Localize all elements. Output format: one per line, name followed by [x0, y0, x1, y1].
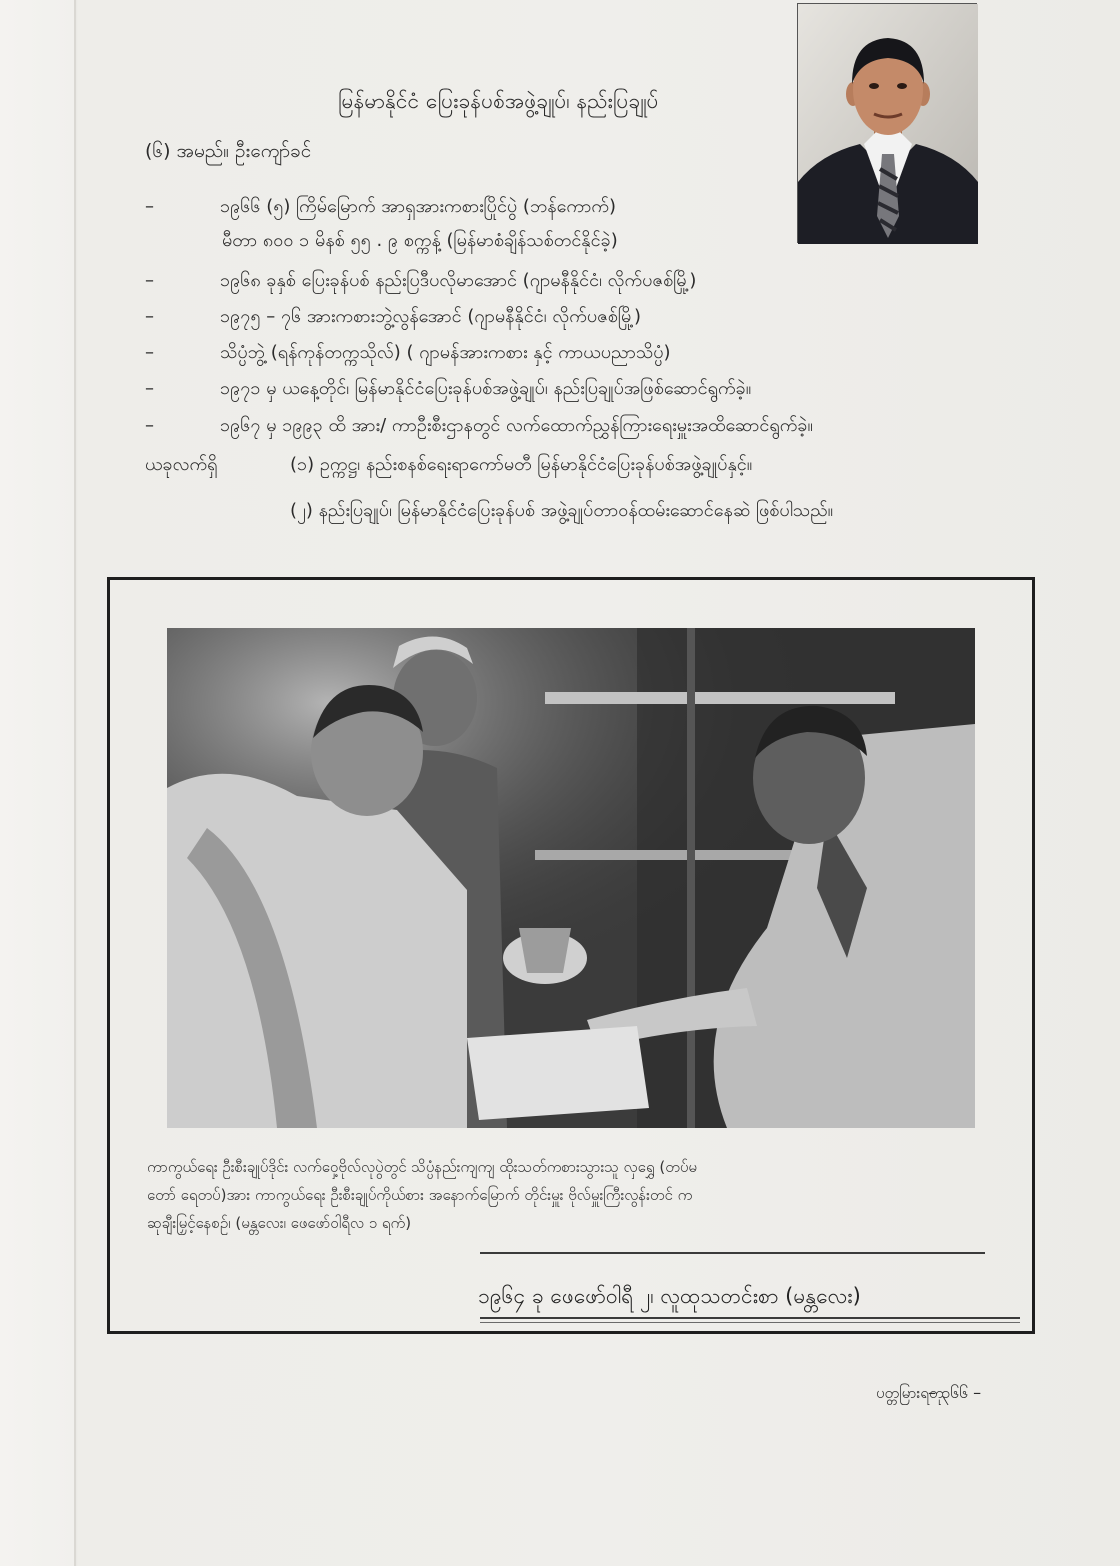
footer-page-number: – ၃၆၆ – — [928, 1383, 982, 1402]
current-label: ယခုလက်ရှိ — [145, 454, 218, 475]
portrait-eye-left — [869, 83, 879, 89]
current-item: (၁) ဥက္ကဋ္ဌ၊ နည်းစနစ်ရေးရာကော်မတီ မြန်မာနိုင်ငံပြေးခုန်ပစ်အဖွဲ့ချုပ်နှင့်။ — [290, 454, 753, 475]
clipping-source: ၁၉၆၄ ခု ဖေဖော်ဝါရီ ၂၊ လူထုသတင်းစာ (မန္တလေး) — [478, 1284, 861, 1308]
page-title: မြန်မာနိုင်ငံ ပြေးခုန်ပစ်အဖွဲ့ချုပ်၊ နည်းပြချုပ် — [338, 89, 659, 113]
list-marker: – — [145, 342, 154, 363]
list-marker: – — [145, 306, 154, 327]
trophy — [519, 928, 571, 973]
current-item: (၂) နည်းပြချုပ်၊ မြန်မာနိုင်ငံပြေးခုန်ပစ် အဖွဲ့ချုပ်တာဝန်ထမ်းဆောင်နေဆဲ ဖြစ်ပါသည်။ — [290, 500, 834, 521]
clipping-caption-line: တော် ရေတပ်)အား ကာကွယ်ရေး ဦးစီးချုပ်ကိုယ်စား အနောက်မြောက် တိုင်းမှူး ဗိုလ်မှူးကြီးလွန်းတင် က — [147, 1186, 693, 1204]
portrait-image — [798, 4, 978, 244]
achievement-line: ၁၉၆၆ (၅) ကြိမ်မြောက် အာရှအားကစားပြိုင်ပွဲ (ဘန်ကောက်) — [220, 196, 617, 217]
list-marker: – — [145, 415, 154, 436]
clipping-caption-line: ဆုချီးမြှင့်နေစဉ်၊ (မန္တလေး၊ ဖေဖော်ဝါရီလ ၁ ရက်) — [147, 1214, 412, 1232]
newspaper-photo — [167, 628, 975, 1128]
list-marker: – — [145, 270, 154, 291]
achievement-line: မီတာ ၈၀၀ ၁ မိနစ် ၅၅ . ၉ စက္ကန့် (မြန်မာစံချိန်သစ်တင်နိုင်ခဲ့) — [222, 230, 618, 251]
achievement-line: ၁၉၆၇ မှ ၁၉၉၃ ထိ အား/ ကာဦးစီးဌာနတွင် လက်ထောက်ညွှန်ကြားရေးမှူးအထိဆောင်ရွက်ခဲ့။ — [220, 415, 813, 436]
source-underline — [480, 1317, 1020, 1319]
achievement-line: ၁၉၆၈ ခုနှစ် ပြေးခုန်ပစ် နည်းပြဒီပလိုမာအောင် (ဂျာမနီနိုင်ငံ၊ လိုက်ပဇစ်မြို့) — [220, 270, 697, 291]
footer-book-title: ပတ္တမြားရတု — [876, 1384, 944, 1402]
ring-rope-upper — [545, 692, 895, 704]
achievement-line: သိပ္ပံဘွဲ့ (ရန်ကုန်တက္ကသိုလ်) ( ဂျာမန်အားကစား နှင့် ကာယပညာသိပ္ပံ) — [220, 342, 671, 363]
clipping-caption-line: ကာကွယ်ရေး ဦးစီးချုပ်ဒိုင်း လက်ဝှေ့ဗိုလ်လုပွဲတွင် သိပ္ပံနည်းကျကျ ထိုးသတ်ကစားသွားသူ လှရွှေ (တပ်မ — [147, 1158, 697, 1176]
achievement-line: ၁၉၇၅ – ၇၆ အားကစားဘွဲ့လွန်အောင် (ဂျာမနီနိုင်ငံ၊ လိုက်ပဇစ်မြို့) — [220, 306, 642, 327]
award-paper — [467, 1026, 649, 1120]
list-marker: – — [145, 196, 154, 217]
ring-post — [687, 628, 695, 1128]
list-marker: – — [145, 378, 154, 399]
subject-name: (၆) အမည်။ ဦးကျော်ခင် — [145, 140, 312, 162]
newspaper-photo-image — [167, 628, 975, 1128]
page-fold-line — [74, 0, 76, 1566]
achievement-line: ၁၉၇၁ မှ ယနေ့တိုင်၊ မြန်မာနိုင်ငံပြေးခုန်ပစ်အဖွဲ့ချုပ်၊ နည်းပြချုပ်အဖြစ်ဆောင်ရွက်ခဲ့။ — [220, 378, 752, 399]
caption-divider — [480, 1252, 985, 1254]
portrait-eye-right — [897, 83, 907, 89]
portrait-photo — [797, 3, 977, 243]
source-underline-secondary — [480, 1322, 1020, 1323]
